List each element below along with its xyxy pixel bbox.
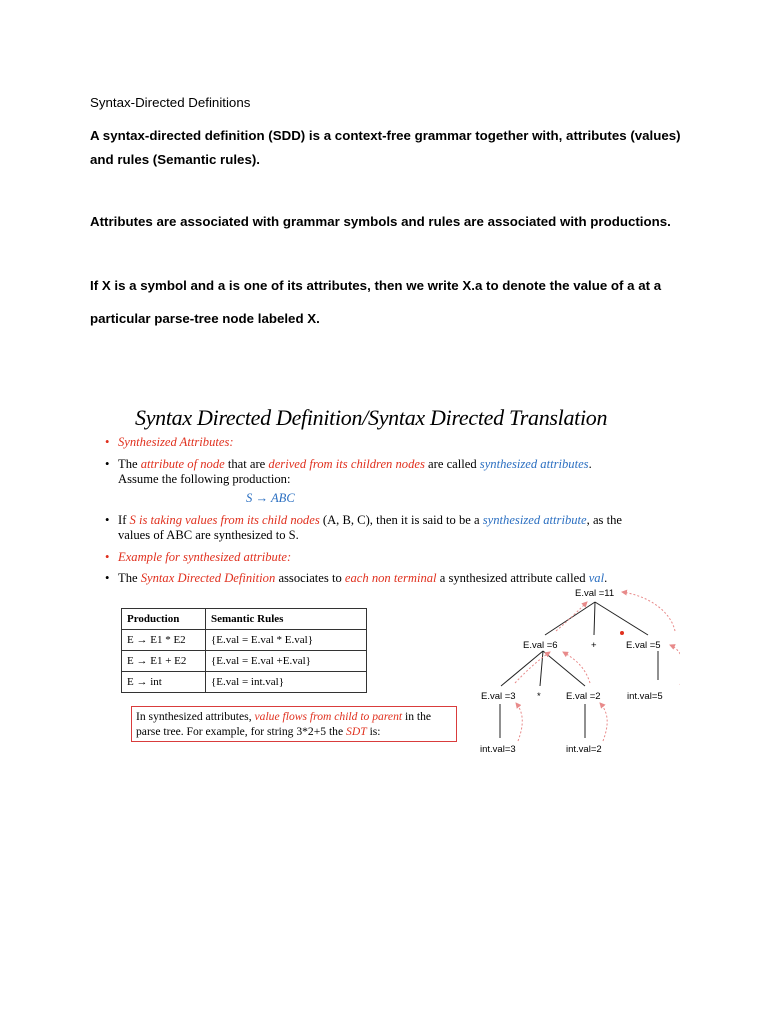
note-c: in the parse tree. For example, for string 3*2+5 the: [136, 710, 432, 738]
flow-arrows: [515, 592, 680, 741]
node-left-leaf: E.val =3: [481, 691, 516, 702]
b5-a: The: [118, 571, 138, 585]
arrow-int5-to-e5: [670, 645, 680, 685]
b3-a: If: [118, 513, 127, 527]
arrow-e6-to-root: [556, 602, 587, 631]
b3-d: synthesized attribute: [482, 513, 587, 527]
arrow-e5-to-root: [622, 592, 675, 631]
paragraph-sdd-line2: and rules (Semantic rules).: [90, 152, 260, 167]
b2-b: attribute of node: [140, 457, 225, 471]
tree-edges: [500, 602, 658, 738]
b2-line2: Assume the following production:: [118, 472, 291, 486]
edge-mid-midleaf: [543, 651, 585, 686]
b5-b: Syntax Directed Definition: [140, 571, 276, 585]
arrow-int2-to-e2: [600, 703, 607, 741]
table-cell: E → E1 + E2: [122, 651, 206, 672]
node-int2: int.val=2: [566, 744, 602, 755]
note-e: is:: [369, 725, 381, 738]
node-int5: int.val=5: [627, 691, 663, 702]
b5-f: val: [588, 571, 605, 585]
bullet-taking-values: • If S is taking values from its child nodes (A, B, C), then it is said to be a synthesized attribute, as the values of ABC are synthesized to S.: [105, 513, 622, 542]
b5-e: a synthesized attribute called: [439, 571, 586, 585]
note-a: In synthesized attributes,: [136, 710, 252, 723]
b2-f: synthesized attributes: [479, 457, 589, 471]
node-star: *: [537, 691, 541, 702]
b4-text: Example for synthesized attribute:: [118, 550, 292, 564]
parse-tree-diagram: [100, 395, 680, 775]
node-int3: int.val=3: [480, 744, 516, 755]
bullet-sdd-associates: • The Syntax Directed Definition associates to each non terminal a synthesized attribute called val.: [105, 571, 608, 585]
b3-c: (A, B, C), then it is said to be a: [322, 513, 480, 527]
b1-text: Synthesized Attributes:: [118, 435, 234, 449]
b3-line2: values of ABC are synthesized to S.: [118, 528, 299, 542]
table-header: Production: [122, 609, 206, 630]
table-cell: {E.val = E.val * E.val}: [206, 630, 367, 651]
paragraph-sdd-line1: A syntax-directed definition (SDD) is a context-free grammar together with, attributes (values): [90, 128, 681, 143]
b2-e: are called: [428, 457, 477, 471]
table-cell: {E.val = E.val +E.val}: [206, 651, 367, 672]
paragraph-symbol-line1: If X is a symbol and a is one of its attributes, then we write X.a to denote the value of a at a: [90, 278, 662, 293]
edge-root-right: [595, 602, 648, 635]
table-cell: E → int: [122, 672, 206, 693]
paragraph-attributes: Attributes are associated with grammar symbols and rules are associated with productions.: [90, 214, 671, 229]
edge-root-mid: [545, 602, 595, 635]
slide-image: [100, 395, 680, 775]
slide-title: Syntax Directed Definition/Syntax Directed Translation: [135, 405, 608, 430]
b5-g: .: [604, 571, 608, 585]
bullet-synthesized-attributes: • Synthesized Attributes:: [105, 435, 234, 449]
arrow-int3-to-e3: [516, 703, 522, 741]
b2-d: derived from its children nodes: [268, 457, 425, 471]
node-mid: E.val =6: [523, 640, 558, 651]
b5-d: each non terminal: [344, 571, 437, 585]
node-right: E.val =5: [626, 640, 661, 651]
arrow-e3-to-e6: [515, 652, 550, 683]
b5-c: associates to: [278, 571, 342, 585]
table-header: Semantic Rules: [206, 609, 367, 630]
marker-dot: [620, 631, 624, 635]
bullet-attribute-of-node: • The attribute of node that are derived from its children nodes are called synthesized attributes. Assume the following production:: [105, 457, 592, 486]
edge-root-plus: [594, 602, 595, 635]
b2-g: .: [588, 457, 592, 471]
table-cell: E → E1 * E2: [122, 630, 206, 651]
edge-mid-left: [501, 651, 543, 686]
b3-b: S is taking values from its child nodes: [129, 513, 320, 527]
table-cell: {E.val = int.val}: [206, 672, 367, 693]
edge-mid-star: [540, 651, 543, 686]
node-mid-leaf: E.val =2: [566, 691, 601, 702]
node-plus: +: [591, 640, 597, 651]
paragraph-symbol-line2: particular parse-tree node labeled X.: [90, 311, 320, 326]
b3-e: , as the: [586, 513, 622, 527]
bullet-example: • Example for synthesized attribute:: [105, 550, 292, 564]
b2-a: The: [118, 457, 138, 471]
node-root: E.val =11: [575, 588, 615, 599]
note-b: value flows from child to parent: [254, 710, 403, 723]
b2-c: that are: [227, 457, 266, 471]
doc-heading: Syntax-Directed Definitions: [90, 95, 251, 110]
note-d: SDT: [346, 725, 367, 738]
production-rule: S → ABC: [246, 491, 295, 505]
